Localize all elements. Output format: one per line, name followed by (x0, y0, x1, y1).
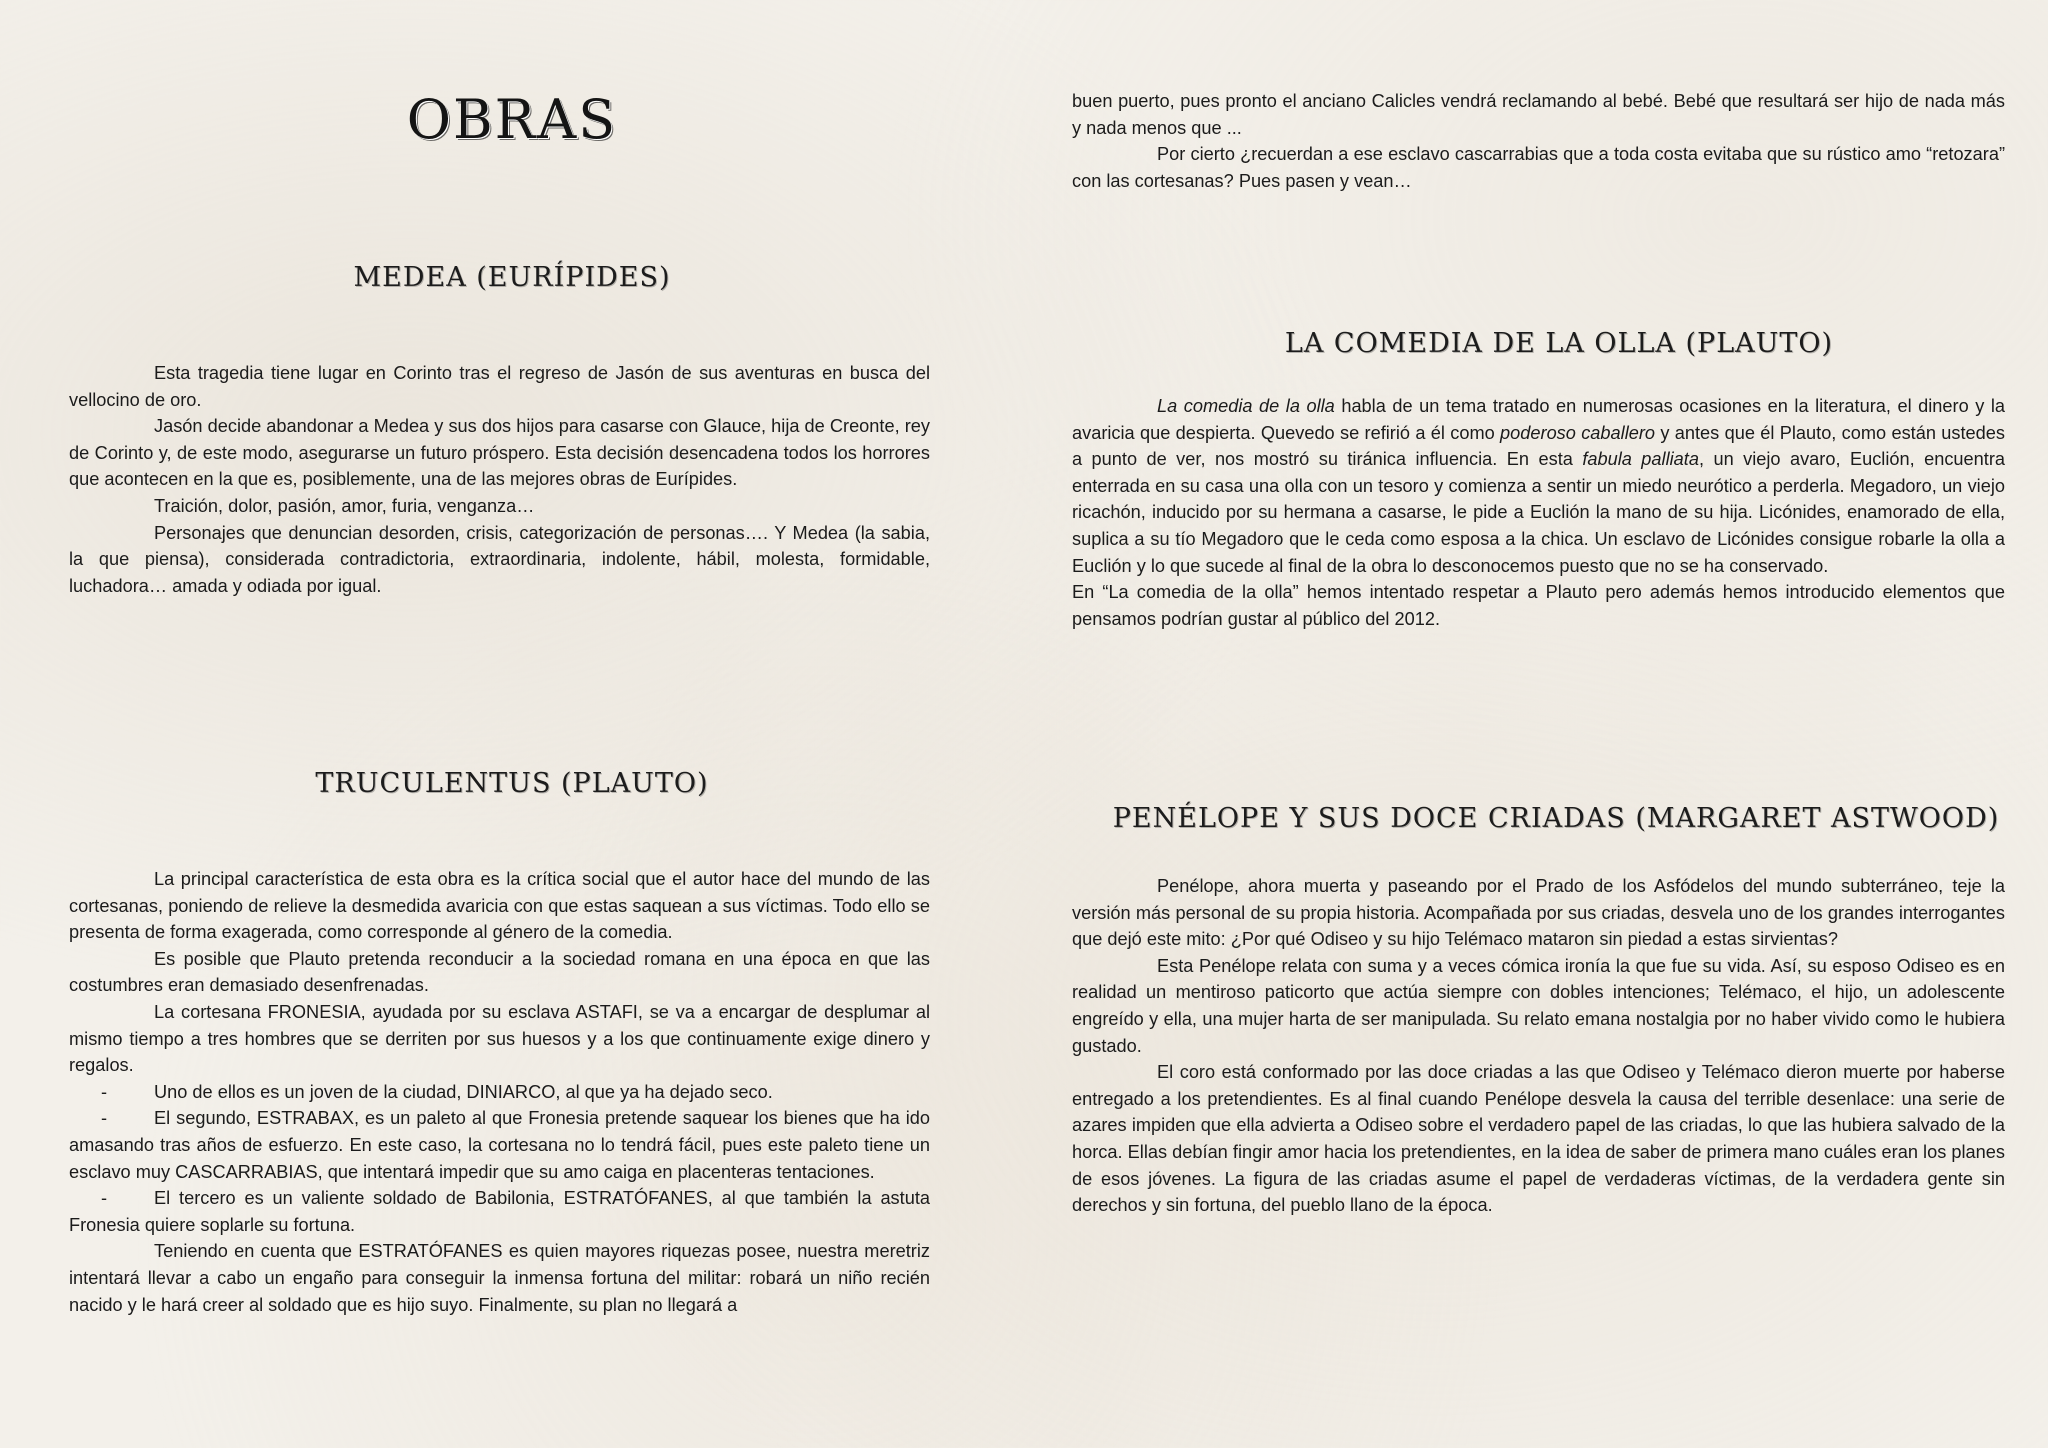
truculentus-continuation (1072, 88, 2005, 194)
medea-text (69, 360, 930, 599)
page-title: OBRAS (406, 88, 618, 151)
olla-heading: LA COMEDIA DE LA OLLA (PLAUTO) (1284, 328, 1834, 359)
medea-paragraph: Esta tragedia tiene lugar en Corinto tras el regreso de Jasón de sus aventuras en busca del vellocino de oro. (69, 363, 930, 410)
penelope-paragraph: Esta Penélope relata con suma y a veces cómica ironía la que fue su vida. Así, su esposo Odiseo es en realidad un mentiroso paticorto que actúa siempre con dobles intenciones; Telémaco, el hijo, un adolescente engreído y ella, una mujer harta de ser manipulada. Su relato emana nostalgia por no haber vivido como le hubiera gustado. (1072, 955, 2005, 1056)
continuation-paragraph: buen puerto, pues pronto el anciano Calicles vendrá reclamando al bebé. Bebé que resultará ser hijo de nada más y nada menos que ... (1072, 91, 2005, 138)
list-item-text: El tercero es un valiente soldado de Babilonia, ESTRATÓFANES, al que también la astuta Fronesia quiere soplarle su fortuna. (69, 1188, 930, 1235)
penelope-paragraph: Penélope, ahora muerta y paseando por el Prado de los Asfódelos del mundo subterráneo, teje la versión más personal de su propia historia. Acompañada por sus criadas, desvela uno de los grandes interrogantes que dejó este mito: ¿Por qué Odiseo y su hijo Telémaco mataron sin piedad a estas sirvientas? (1072, 876, 2005, 950)
list-dash: - (101, 1108, 108, 1129)
list-item-text: Uno de ellos es un joven de la ciudad, DINIARCO, al que ya ha dejado seco. (154, 1081, 773, 1102)
medea-paragraph: Personajes que denuncian desorden, crisis, categorización de personas…. Y Medea (la sabia, la que piensa), considerada contradictoria, extraordinaria, indolente, hábil, molesta, formidable, luchadora… amada y odiada por igual. (69, 522, 930, 596)
penelope-paragraph: El coro está conformado por las doce criadas a las que Odiseo y Telémaco dieron muerte por haberse entregado a los pretendientes. Es al final cuando Penélope desvela la causa del terrible desenlace: una serie de azares impiden que ella advierta a Odiseo sobre el verdadero papel de las criadas, lo que las hubiera salvado de la horca. Ellas debían fingir amor hacia los pretendientes, en la idea de saber de primera mano cuáles eran los planes de esos jóvenes. La figura de las criadas asume el papel de verdaderas víctimas, de la verdadera gente sin derechos y sin fortuna, del pueblo llano de la época. (1072, 1062, 2005, 1216)
medea-paragraph: Jasón decide abandonar a Medea y sus dos hijos para casarse con Glauce, hija de Creonte, rey de Corinto y, de este modo, asegurarse un futuro próspero. Esta decisión desencadena todos los horrores que acontecen en la que es, posiblemente, una de las mejores obras de Eurípides. (69, 416, 930, 490)
list-item (69, 1079, 930, 1106)
penelope-text (1072, 873, 2005, 1219)
truculentus-text (69, 866, 930, 1318)
medea-heading: MEDEA (EURÍPIDES) (353, 262, 671, 293)
olla-paragraph: La comedia de la olla habla de un tema tratado en numerosas ocasiones en la literatura, el dinero y la avaricia que despierta. Quevedo se refirió a él como poderoso caballero y antes que él Plauto, como están ustedes a punto de ver, nos mostró su tiránica influencia. En esta fabula palliata, un viejo avaro, Euclión, encuentra enterrada en su casa una olla con un tesoro y comienza a sentir un miedo neurótico a perderla. Megadoro, un viejo ricachón, inducido por su hermana a casarse, le pide a Euclión la mano de su hija. Licónides, enamorado de ella, suplica a su tío Megadoro que le ceda como esposa a la chica. Un esclavo de Licónides consigue robarle la olla a Euclión y lo que sucede al final de la obra lo desconocemos puesto que no se ha conservado. (1072, 396, 2005, 576)
truculentus-paragraph: Teniendo en cuenta que ESTRATÓFANES es quien mayores riquezas posee, nuestra meretriz intentará llevar a cabo un engaño para conseguir la inmensa fortuna del militar: robará un niño recién nacido y le hará creer al soldado que es hijo suyo. Finalmente, su plan no llegará a (69, 1241, 930, 1315)
list-dash: - (101, 1081, 108, 1102)
olla-paragraph: En “La comedia de la olla” hemos intentado respetar a Plauto pero además hemos introducido elementos que pensamos podrían gustar al público del 2012. (1072, 582, 2005, 629)
truculentus-paragraph: La cortesana FRONESIA, ayudada por su esclava ASTAFI, se va a encargar de desplumar al mismo tiempo a tres hombres que se derriten por sus huesos y a los que continuamente exige dinero y regalos. (69, 1001, 930, 1076)
right-page (1024, 0, 2048, 1448)
olla-italic: La comedia de la olla (1157, 396, 1335, 416)
olla-italic: fabula palliata (1582, 449, 1699, 470)
list-item-text: El segundo, ESTRABAX, es un paleto al que Fronesia pretende saquear los bienes que ha ido amasando tras años de esfuerzo. En este caso, la cortesana no lo tendrá fácil, pues este paleto tiene un esclavo muy CASCARRABIAS, que intentará impedir que su amo caiga en placenteras tentaciones. (69, 1108, 930, 1182)
list-item (69, 1185, 930, 1238)
truculentus-heading: TRUCULENTUS (PLAUTO) (315, 768, 709, 799)
truculentus-paragraph: La principal característica de esta obra es la crítica social que el autor hace del mundo de las cortesanas, poniendo de relieve la desmedida avaricia con que estas saquean a sus víctimas. Todo ello se presenta de forma exagerada, como corresponde al género de la comedia. (69, 869, 930, 943)
medea-paragraph: Traición, dolor, pasión, amor, furia, venganza… (154, 495, 535, 516)
list-item (69, 1105, 930, 1185)
truculentus-paragraph: Es posible que Plauto pretenda reconducir a la sociedad romana en una época en que las costumbres eran demasiado desenfrenadas. (69, 948, 930, 996)
penelope-heading: PENÉLOPE Y SUS DOCE CRIADAS (MARGARET ASTWOOD) (1112, 803, 2000, 834)
olla-text (1072, 393, 2005, 632)
olla-italic: poderoso caballero (1500, 422, 1656, 443)
continuation-paragraph: Por cierto ¿recuerdan a ese esclavo cascarrabias que a toda costa evitaba que su rústico amo “retozara” con las cortesanas? Pues pasen y vean… (1072, 144, 2005, 191)
list-dash: - (101, 1188, 108, 1209)
